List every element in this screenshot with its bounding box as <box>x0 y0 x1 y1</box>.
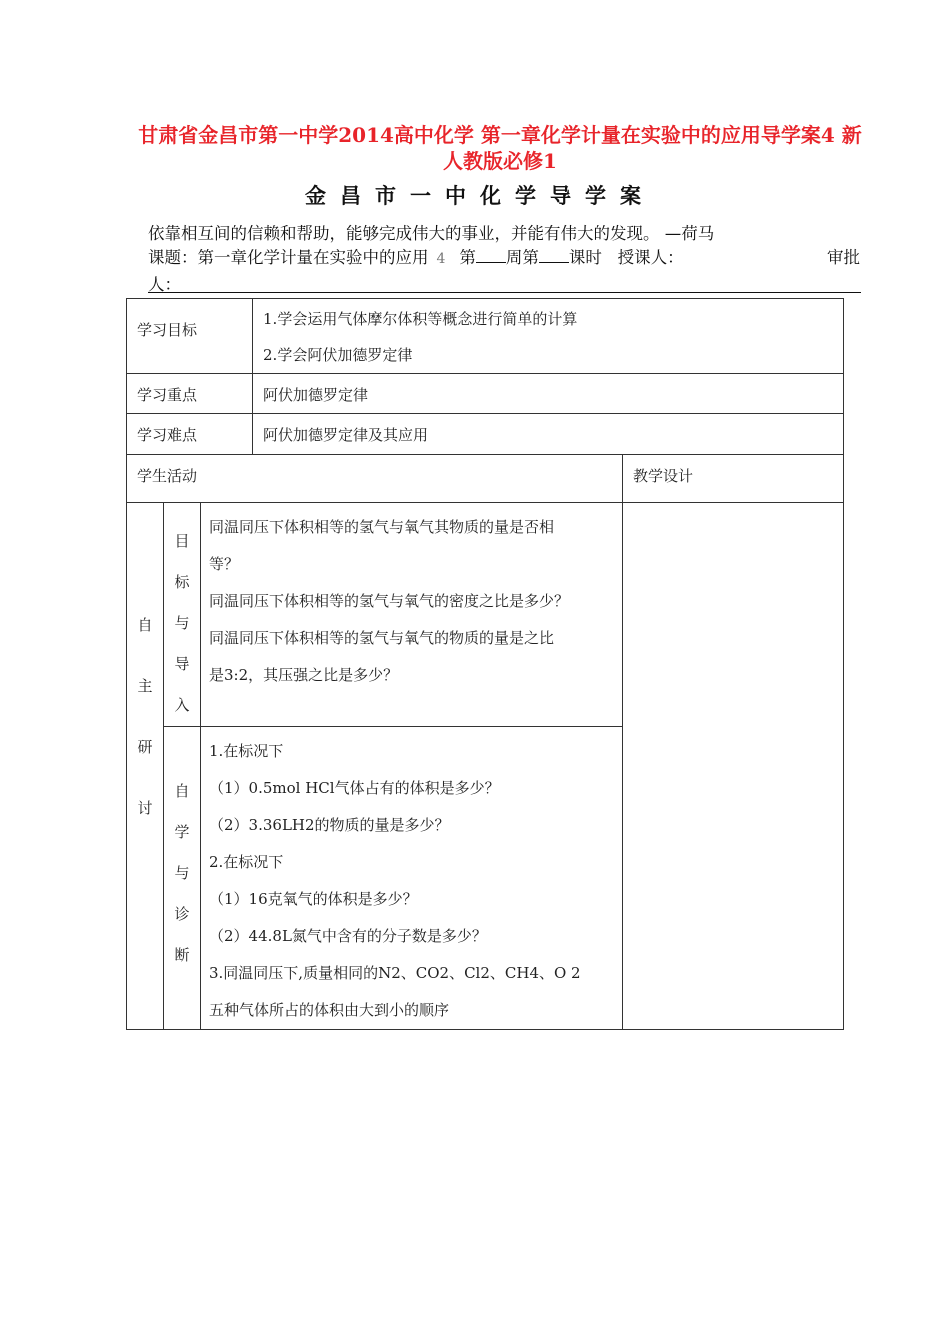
difficulty-label: 学习难点 <box>127 414 253 455</box>
intro-line: 同温同压下体积相等的氢气与氧气的物质的量是之比 <box>209 629 555 647</box>
intro-row <box>127 503 844 727</box>
intro-label <box>164 503 201 727</box>
header-rule <box>148 292 861 293</box>
difficulty-value: 阿伏加德罗定律及其应用 <box>253 414 844 455</box>
diag-line: （2）44.8L氮气中含有的分子数是多少？ <box>209 927 487 945</box>
intro-char: 入 <box>174 696 190 714</box>
intro-line: 同温同压下体积相等的氢气与氧气的密度之比是多少？ <box>209 592 570 610</box>
intro-char: 与 <box>174 614 190 632</box>
lesson-plan-table <box>126 298 844 1030</box>
week-mid: 周第 <box>505 248 539 267</box>
lesson-topic: 课题：第一章化学计量在实验中的应用 <box>148 248 429 267</box>
motto: 依靠相互间的信赖和帮助，能够完成伟大的事业，并能有伟大的发现。 —荷马 <box>148 224 715 243</box>
week-blank <box>476 248 506 263</box>
goals-label: 学习目标 <box>127 299 253 374</box>
week-suffix: 课时 <box>568 248 602 267</box>
activity-header: 学生活动 <box>127 455 623 503</box>
lesson-number: 4 <box>436 251 446 267</box>
section-label <box>127 503 164 1030</box>
goals-cell <box>253 299 844 374</box>
design-cell <box>623 503 844 1030</box>
difficulty-row <box>127 414 844 455</box>
diag-line: （1）16克氧气的体积是多少？ <box>209 890 418 908</box>
focus-row <box>127 374 844 414</box>
goal-item: 1.学会运用气体摩尔体积等概念进行简单的计算 <box>263 310 578 328</box>
period-blank <box>539 248 569 263</box>
intro-char: 目 <box>174 532 190 550</box>
intro-line: 同温同压下体积相等的氢气与氧气其物质的量是否相 <box>209 518 555 536</box>
diag-label <box>164 727 201 1030</box>
teacher-label: 授课人： <box>617 248 684 267</box>
diag-line: （2）3.36LH2的物质的量是多少？ <box>209 816 450 834</box>
design-header: 教学设计 <box>623 455 844 503</box>
approver-label: 审批 <box>827 248 860 267</box>
diag-line: 2.在标况下 <box>209 853 284 871</box>
school-title: 金昌市一中化学导学案 <box>305 184 655 208</box>
approver-label-end: 人： <box>148 275 181 294</box>
week-prefix: 第 <box>459 248 476 267</box>
goals-row <box>127 299 844 374</box>
intro-content <box>201 503 623 727</box>
diag-char: 断 <box>174 946 190 964</box>
intro-line: 是3:2，其压强之比是多少？ <box>209 666 399 684</box>
focus-label: 学习重点 <box>127 374 253 414</box>
diag-line: 3.同温同压下,质量相同的N2、CO2、Cl2、CH4、O 2 <box>209 964 581 982</box>
section-char: 研 <box>137 738 153 756</box>
diag-char: 诊 <box>174 905 190 923</box>
diag-line: 五种气体所占的体积由大到小的顺序 <box>209 1001 450 1019</box>
diag-content <box>201 727 623 1030</box>
section-char: 讨 <box>137 799 153 817</box>
section-char: 主 <box>137 677 153 695</box>
focus-value: 阿伏加德罗定律 <box>253 374 844 414</box>
document-title: 甘肃省金昌市第一中学2014高中化学 第一章化学计量在实验中的应用导学案4 新人教版必修1 <box>138 123 862 173</box>
intro-line: 等？ <box>209 555 240 573</box>
header-row <box>127 455 844 503</box>
diag-char: 自 <box>174 782 190 800</box>
intro-char: 标 <box>174 573 190 591</box>
diag-char: 与 <box>174 864 190 882</box>
diag-char: 学 <box>174 823 190 841</box>
section-char: 自 <box>137 616 153 634</box>
intro-char: 导 <box>174 655 190 673</box>
goal-item: 2.学会阿伏加德罗定律 <box>263 346 413 364</box>
diag-line: 1.在标况下 <box>209 742 284 760</box>
diag-line: （1）0.5mol HCl气体占有的体积是多少？ <box>209 779 500 797</box>
lesson-info <box>148 245 860 298</box>
